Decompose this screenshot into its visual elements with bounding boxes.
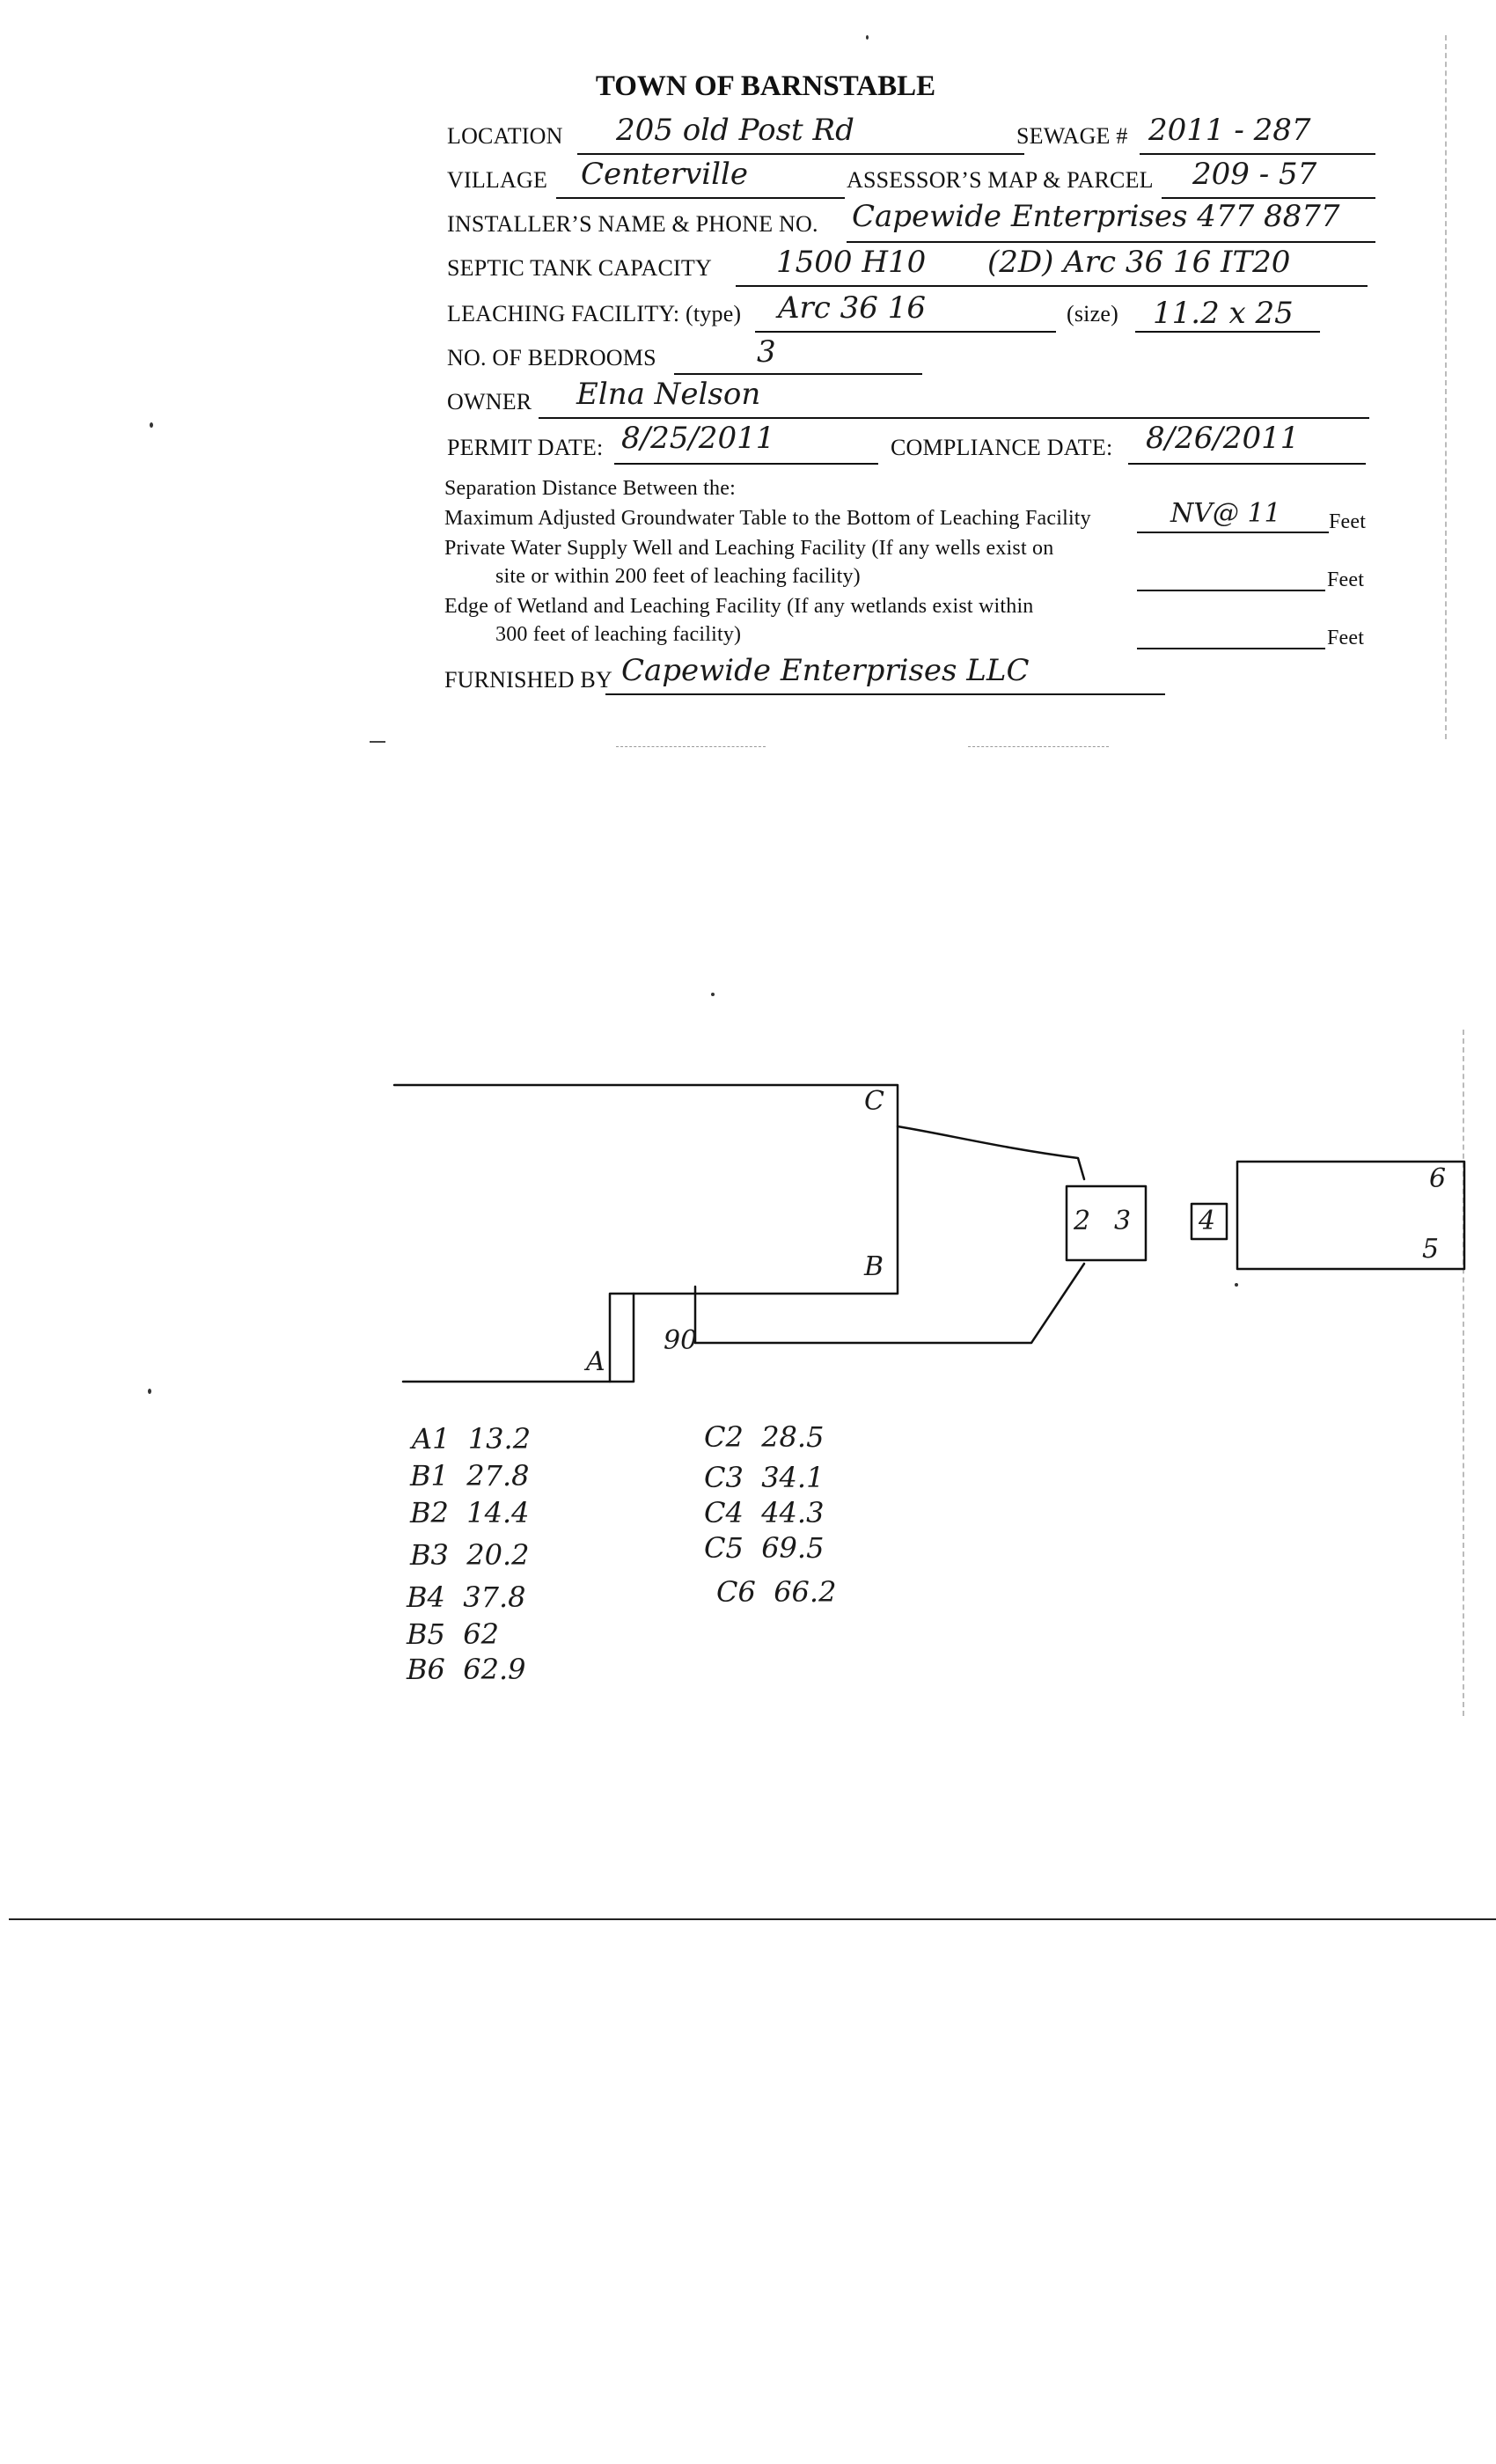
compliance-date-value: 8/26/2011 xyxy=(1146,421,1300,456)
reading-b5: B5 62 xyxy=(407,1617,499,1651)
separation-heading: Separation Distance Between the: xyxy=(444,477,736,500)
size-value: 11.2 x 25 xyxy=(1153,296,1294,331)
reading-c4: C4 44.3 xyxy=(704,1496,825,1529)
reading-b4: B4 37.8 xyxy=(407,1580,526,1614)
reading-b1: B1 27.8 xyxy=(410,1459,530,1492)
reading-c5: C5 69.5 xyxy=(704,1531,825,1565)
reading-b2: B2 14.4 xyxy=(410,1496,530,1529)
dimension-90-label: 90 xyxy=(664,1325,698,1356)
dbox-point-4: 4 xyxy=(1199,1206,1216,1236)
wetland-label-line1: Edge of Wetland and Leaching Facility (If any wetlands exist within xyxy=(444,595,1034,618)
sewage-value: 2011 - 287 xyxy=(1148,113,1311,148)
tank-point-3: 3 xyxy=(1114,1206,1132,1236)
installer-value: Capewide Enterprises 477 8877 xyxy=(852,199,1340,234)
sewage-label: SEWAGE # xyxy=(1016,123,1128,149)
field-point-5: 5 xyxy=(1422,1234,1440,1265)
tank-extra-value: (2D) Arc 36 16 IT20 xyxy=(987,245,1291,280)
permit-date-label: PERMIT DATE: xyxy=(447,435,604,460)
well-label-line2: site or within 200 feet of leaching facility) xyxy=(495,565,861,588)
pipe-to-tank xyxy=(898,1126,1084,1179)
location-value: 205 old Post Rd xyxy=(616,113,854,148)
reading-c6: C6 66.2 xyxy=(716,1575,837,1609)
house-outline xyxy=(394,1085,898,1382)
wetland-feet: Feet xyxy=(1327,627,1365,649)
pipe-tank-to-b xyxy=(695,1264,1084,1343)
assessor-label: ASSESSOR’S MAP & PARCEL xyxy=(847,167,1154,193)
groundwater-label: Maximum Adjusted Groundwater Table to the Bottom of Leaching Facility xyxy=(444,507,1091,530)
reading-c3: C3 34.1 xyxy=(704,1461,825,1494)
permit-date-value: 8/25/2011 xyxy=(621,421,775,456)
scan-speck xyxy=(1235,1283,1238,1287)
groundwater-value: NV@ 11 xyxy=(1170,498,1281,529)
wetland-label-line2: 300 feet of leaching facility) xyxy=(495,623,742,646)
tank-point-2: 2 xyxy=(1074,1206,1091,1236)
furnished-by-value: Capewide Enterprises LLC xyxy=(621,653,1030,688)
reading-a1: A1 13.2 xyxy=(412,1422,532,1456)
point-c-label: C xyxy=(864,1086,884,1117)
reading-b6: B6 62.9 xyxy=(407,1653,526,1686)
tank-label: SEPTIC TANK CAPACITY xyxy=(447,255,712,281)
size-label: (size) xyxy=(1067,301,1118,326)
well-feet: Feet xyxy=(1327,568,1365,591)
reading-c2: C2 28.5 xyxy=(704,1420,825,1454)
bedrooms-value: 3 xyxy=(757,334,776,370)
tank-value: 1500 H10 xyxy=(776,245,927,280)
leaching-type-label: LEACHING FACILITY: (type) xyxy=(447,301,742,326)
village-label: VILLAGE xyxy=(447,167,548,193)
point-b-label: B xyxy=(864,1251,884,1282)
reading-b3: B3 20.2 xyxy=(410,1538,530,1572)
point-a-label: A xyxy=(586,1346,605,1377)
well-label-line1: Private Water Supply Well and Leaching Facility (If any wells exist on xyxy=(444,537,1054,560)
village-value: Centerville xyxy=(581,157,749,192)
owner-label: OWNER xyxy=(447,389,532,414)
field-point-6: 6 xyxy=(1429,1163,1447,1194)
owner-value: Elna Nelson xyxy=(576,377,761,412)
compliance-date-label: COMPLIANCE DATE: xyxy=(891,435,1113,460)
page-bottom-rule xyxy=(9,1918,1496,1920)
bedrooms-label: NO. OF BEDROOMS xyxy=(447,345,656,370)
furnished-by-label: FURNISHED BY xyxy=(444,667,612,693)
location-label: LOCATION xyxy=(447,123,563,149)
groundwater-feet: Feet xyxy=(1329,510,1367,533)
assessor-value: 209 - 57 xyxy=(1192,157,1317,192)
installer-label: INSTALLER’S NAME & PHONE NO. xyxy=(447,211,818,237)
form-title: TOWN OF BARNSTABLE xyxy=(595,70,936,102)
leaching-type-value: Arc 36 16 xyxy=(778,290,926,326)
